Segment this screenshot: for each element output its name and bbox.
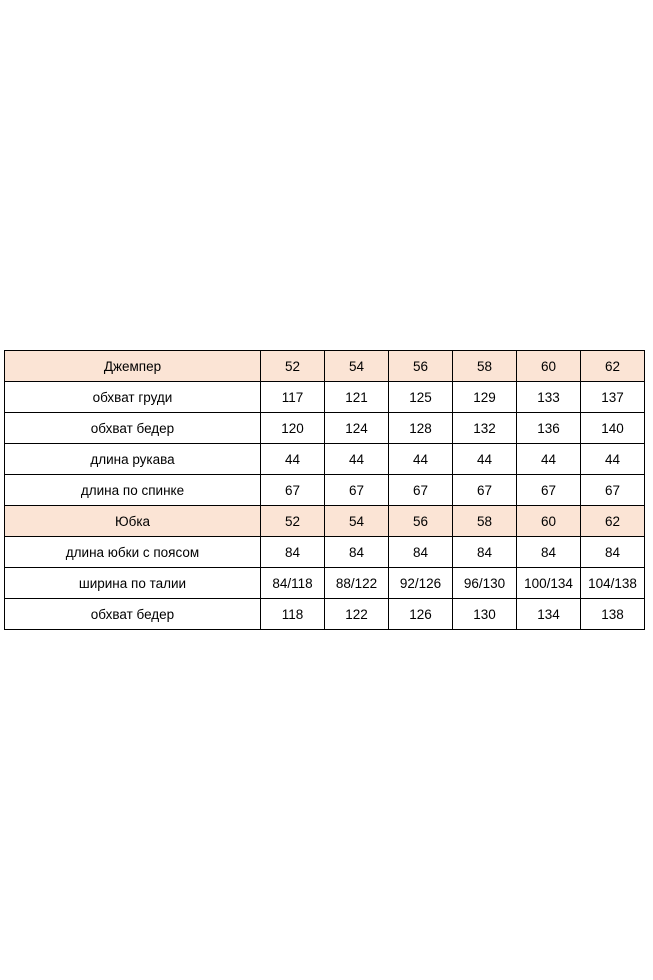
measurement-value-cell[interactable]: 138: [581, 599, 645, 630]
measurement-label-cell[interactable]: обхват груди: [5, 382, 261, 413]
table-row: [5, 568, 645, 599]
measurement-value-cell[interactable]: 67: [517, 475, 581, 506]
measurement-value-cell[interactable]: 44: [261, 444, 325, 475]
size-cell[interactable]: 58: [453, 506, 517, 537]
size-cell[interactable]: 56: [389, 506, 453, 537]
table-header-row: [5, 506, 645, 537]
measurement-value-cell[interactable]: 84: [581, 537, 645, 568]
measurement-value-cell[interactable]: 92/126: [389, 568, 453, 599]
size-cell[interactable]: 58: [453, 351, 517, 382]
measurement-value-cell[interactable]: 44: [517, 444, 581, 475]
measurement-value-cell[interactable]: 67: [261, 475, 325, 506]
measurement-value-cell[interactable]: 121: [325, 382, 389, 413]
measurement-value-cell[interactable]: 84: [261, 537, 325, 568]
measurement-value-cell[interactable]: 125: [389, 382, 453, 413]
measurement-value-cell[interactable]: 122: [325, 599, 389, 630]
measurement-value-cell[interactable]: 44: [389, 444, 453, 475]
size-table-body: [5, 351, 645, 630]
measurement-value-cell[interactable]: 140: [581, 413, 645, 444]
measurement-label-cell[interactable]: длина рукава: [5, 444, 261, 475]
size-cell[interactable]: 54: [325, 351, 389, 382]
measurement-value-cell[interactable]: 67: [581, 475, 645, 506]
measurement-value-cell[interactable]: 67: [389, 475, 453, 506]
measurement-value-cell[interactable]: 134: [517, 599, 581, 630]
table-row: [5, 382, 645, 413]
measurement-value-cell[interactable]: 136: [517, 413, 581, 444]
measurement-label-cell[interactable]: обхват бедер: [5, 413, 261, 444]
table-header-row: [5, 351, 645, 382]
measurement-value-cell[interactable]: 137: [581, 382, 645, 413]
size-cell[interactable]: 52: [261, 351, 325, 382]
measurement-value-cell[interactable]: 44: [453, 444, 517, 475]
measurement-value-cell[interactable]: 104/138: [581, 568, 645, 599]
garment-name-cell[interactable]: Юбка: [5, 506, 261, 537]
measurement-value-cell[interactable]: 133: [517, 382, 581, 413]
table-row: [5, 444, 645, 475]
measurement-value-cell[interactable]: 100/134: [517, 568, 581, 599]
size-cell[interactable]: 62: [581, 351, 645, 382]
measurement-value-cell[interactable]: 128: [389, 413, 453, 444]
size-cell[interactable]: 52: [261, 506, 325, 537]
size-table: [4, 350, 645, 630]
measurement-value-cell[interactable]: 84: [517, 537, 581, 568]
measurement-value-cell[interactable]: 84: [389, 537, 453, 568]
measurement-label-cell[interactable]: обхват бедер: [5, 599, 261, 630]
measurement-value-cell[interactable]: 132: [453, 413, 517, 444]
measurement-value-cell[interactable]: 130: [453, 599, 517, 630]
size-cell[interactable]: 54: [325, 506, 389, 537]
measurement-value-cell[interactable]: 67: [453, 475, 517, 506]
size-cell[interactable]: 60: [517, 351, 581, 382]
measurement-value-cell[interactable]: 120: [261, 413, 325, 444]
table-row: [5, 599, 645, 630]
measurement-value-cell[interactable]: 84: [453, 537, 517, 568]
measurement-label-cell[interactable]: ширина по талии: [5, 568, 261, 599]
size-chart-sheet: [4, 350, 653, 630]
measurement-value-cell[interactable]: 84/118: [261, 568, 325, 599]
measurement-value-cell[interactable]: 84: [325, 537, 389, 568]
measurement-value-cell[interactable]: 44: [581, 444, 645, 475]
measurement-label-cell[interactable]: длина юбки с поясом: [5, 537, 261, 568]
measurement-value-cell[interactable]: 129: [453, 382, 517, 413]
measurement-value-cell[interactable]: 67: [325, 475, 389, 506]
measurement-value-cell[interactable]: 118: [261, 599, 325, 630]
measurement-value-cell[interactable]: 88/122: [325, 568, 389, 599]
size-cell[interactable]: 62: [581, 506, 645, 537]
table-row: [5, 413, 645, 444]
table-row: [5, 537, 645, 568]
size-cell[interactable]: 56: [389, 351, 453, 382]
measurement-label-cell[interactable]: длина по спинке: [5, 475, 261, 506]
size-cell[interactable]: 60: [517, 506, 581, 537]
measurement-value-cell[interactable]: 117: [261, 382, 325, 413]
garment-name-cell[interactable]: Джемпер: [5, 351, 261, 382]
measurement-value-cell[interactable]: 124: [325, 413, 389, 444]
measurement-value-cell[interactable]: 96/130: [453, 568, 517, 599]
table-row: [5, 475, 645, 506]
measurement-value-cell[interactable]: 44: [325, 444, 389, 475]
measurement-value-cell[interactable]: 126: [389, 599, 453, 630]
